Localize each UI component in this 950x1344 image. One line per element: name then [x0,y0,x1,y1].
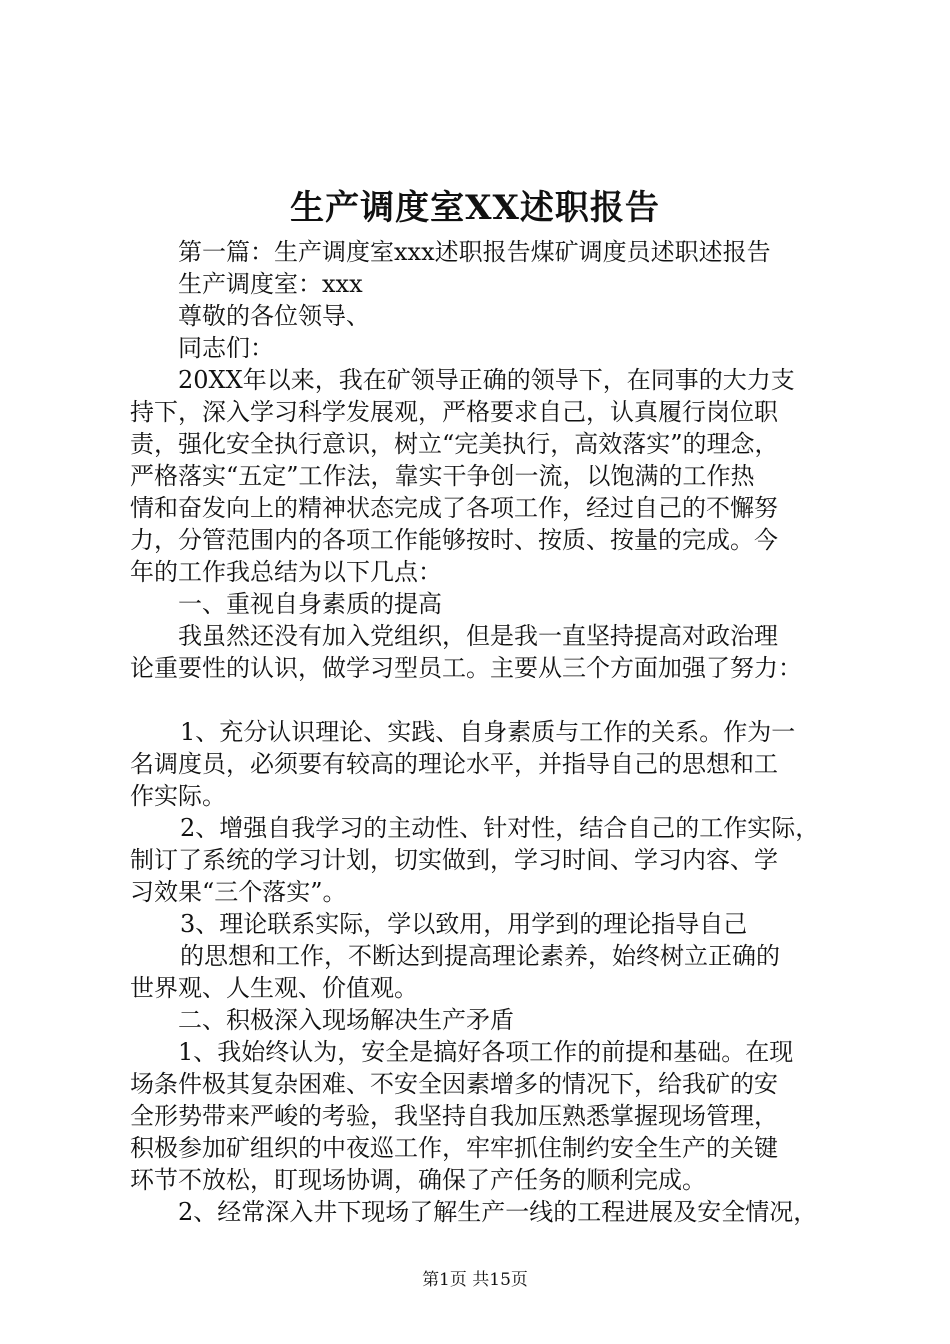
document-line: 1、我始终认为，安全是搞好各项工作的前提和基础。在现 [178,1038,794,1066]
document-line: 世界观、人生观、价值观。 [130,974,418,1002]
section-heading: 一、重视自身素质的提高 [178,590,442,618]
document-line: 场条件极其复杂困难、不安全因素增多的情况下，给我矿的安 [130,1070,778,1098]
document-line: 3、理论联系实际，学以致用，用学到的理论指导自己 [180,910,748,938]
document-line: 生产调度室：xxx [178,270,363,298]
document-line: 积极参加矿组织的中夜巡工作，牢牢抓住制约安全生产的关键 [130,1134,778,1162]
document-line: 2、经常深入井下现场了解生产一线的工程进展及安全情况， [178,1198,818,1226]
document-title: 生产调度室XX述职报告 [290,188,660,228]
document-body [130,236,840,1228]
document-line: 的思想和工作，不断达到提高理论素养，始终树立正确的 [180,942,780,970]
blank-line [130,684,840,716]
page-number: 第1页 共15页 [422,1270,528,1290]
document-line: 20XX年以来，我在矿领导正确的领导下，在同事的大力支 [178,366,795,394]
document-line: 作实际。 [130,782,226,810]
document-line: 论重要性的认识，做学习型员工。主要从三个方面加强了努力： [130,654,802,682]
document-line: 名调度员，必须要有较高的理论水平，并指导自己的思想和工 [130,750,778,778]
document-line: 年的工作我总结为以下几点： [130,558,442,586]
document-line: 情和奋发向上的精神状态完成了各项工作，经过自己的不懈努 [130,494,778,522]
document-line: 同志们： [178,334,274,362]
document-line: 环节不放松，盯现场协调，确保了产任务的顺利完成。 [130,1166,706,1194]
document-line: 制订了系统的学习计划，切实做到，学习时间、学习内容、学 [130,846,778,874]
document-line: 严格落实“五定”工作法，靠实干争创一流，以饱满的工作热 [130,462,755,490]
document-line: 力，分管范围内的各项工作能够按时、按质、按量的完成。今 [130,526,778,554]
document-line: 1、充分认识理论、实践、自身素质与工作的关系。作为一 [180,718,796,746]
section-heading: 二、积极深入现场解决生产矛盾 [178,1006,514,1034]
document-line: 全形势带来严峻的考验，我坚持自我加压熟悉掌握现场管理， [130,1102,778,1130]
document-line: 责，强化安全执行意识，树立“完美执行，高效落实”的理念， [130,430,779,458]
document-line: 尊敬的各位领导、 [178,302,370,330]
document-line: 持下，深入学习科学发展观，严格要求自己，认真履行岗位职 [130,398,778,426]
document-line: 第一篇：生产调度室xxx述职报告煤矿调度员述职述报告 [178,238,771,266]
document-line: 2、增强自我学习的主动性、针对性，结合自己的工作实际， [180,814,820,842]
document-line: 习效果“三个落实”。 [130,878,347,906]
document-line: 我虽然还没有加入党组织，但是我一直坚持提高对政治理 [178,622,778,650]
